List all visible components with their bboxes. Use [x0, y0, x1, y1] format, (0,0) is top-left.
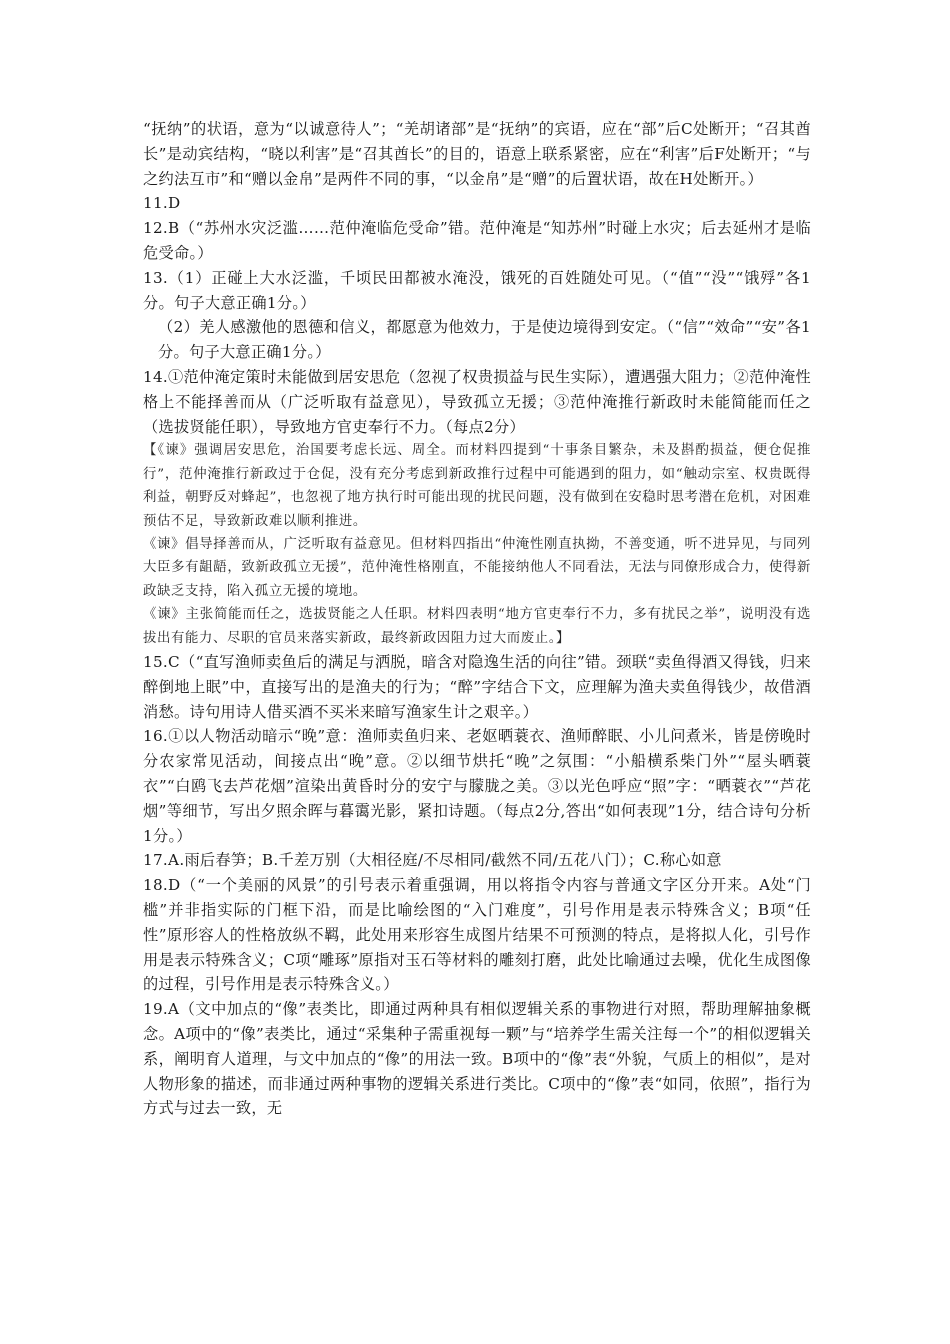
answer-14-note-2: 《谏》倡导择善而从，广泛听取有益意见。但材料四指出“仲淹性刚直执拗，不善变通，听不进异见，与同列大臣多有龃龉，致新政孤立无援”，范仲淹性格刚直，不能接纳他人不同看法，无法与同僚形成合力，使得新政缺乏支持，陷入孤立无援的境地。: [143, 536, 811, 599]
answer-18: 18.D（“一个美丽的风景”的引号表示着重强调，用以将指令内容与普通文字区分开来。A处“门槛”并非指实际的门框下沿，而是比喻绘图的“入门难度”，引号作用是表示特殊含义；B项“任性”原形容人的性格放纵不羁，此处用来形容生成图片结果不可预测的特点，是将拟人化，引号作用是表示特殊含义；C项“雕琢”原指对玉石等材料的雕刻打磨，此处比喻通过去噪，优化生成图像的过程，引号作用是表示特殊含义。）: [143, 876, 811, 994]
answer-key-page: [143, 117, 811, 1121]
answer-14-note-3: 《谏》主张简能而任之，选拔贤能之人任职。材料四表明“地方官吏奉行不力，多有扰民之举”，说明没有选拔出有能力、尽职的官员来落实新政，最终新政因阻力过大而废止。】: [143, 607, 811, 646]
answer-16: 16.①以人物活动暗示“晚”意：渔师卖鱼归来、老妪晒蓑衣、渔师醉眠、小儿问煮米，皆是傍晚时分农家常见活动，间接点出“晚”意。②以细节烘托“晚”之氛围：“小船横系柴门外”“屋头晒蓑衣”“白鸥飞去芦花烟”渲染出黄昏时分的安宁与朦胧之美。③以光色呼应“照”字：“晒蓑衣”“芦花烟”等细节，写出夕照余晖与暮霭光影，紧扣诗题。（每点2分,答出“如何表现”1分，结合诗句分析1分。）: [143, 727, 811, 845]
answer-14-note-1: 【《谏》强调居安思危，治国要考虑长远、周全。而材料四提到“十事条目繁杂，未及斟酌损益，便仓促推行”，范仲淹推行新政过于仓促，没有充分考虑到新政推行过程中可能遇到的阻力，如“触动宗室、权贵既得利益，朝野反对蜂起”，也忽视了地方执行时可能出现的扰民问题，没有做到在安稳时思考潜在危机，对困难预估不足，导致新政难以顺利推进。: [143, 443, 811, 529]
answer-17: 17.A.雨后春笋；B.千差万别（大相径庭/不尽相同/截然不同/五花八门）；C.称心如意: [143, 851, 722, 870]
answer-13-part2: （2）羌人感激他的恩德和信义，都愿意为他效力，于是使边境得到安定。（“信”“效命”“安”各1分。句子大意正确1分。）: [158, 318, 811, 362]
answer-14: 14.①范仲淹定策时未能做到居安思危（忽视了权贵损益与民生实际），遭遇强大阻力；②范仲淹性格上不能择善而从（广泛听取有益意见），导致孤立无援；③范仲淹推行新政时未能简能而任之（选拔贤能任职），导致地方官吏奉行不力。（每点2分）: [143, 367, 811, 436]
answer-11: 11.D: [143, 194, 181, 213]
answer-13-part1: 13.（1）正碰上大水泛滥，千顷民田都被水淹没，饿死的百姓随处可见。（“值”“没”“饿殍”各1分。句子大意正确1分。）: [143, 268, 811, 312]
answer-10-continuation: “抚纳”的状语，意为“以诚意待人”；“羌胡诸部”是“抚纳”的宾语，应在“部”后C处断开；“召其酋长”是动宾结构，“晓以利害”是“召其酋长”的目的，语意上联系紧密，应在“利害”后F处断开；“与之约法互市”和“赠以金帛”是两件不同的事，“以金帛”是“赠”的后置状语，故在H处断开。）: [143, 120, 811, 188]
answer-19: 19.A（文中加点的“像”表类比，即通过两种具有相似逻辑关系的事物进行对照，帮助理解抽象概念。A项中的“像”表类比，通过“采集种子需重视每一颗”与“培养学生需关注每一个”的相似逻辑关系，阐明育人道理，与文中加点的“像”的用法一致。B项中的“像”表“外貌，气质上的相似”，是对人物形象的描述，而非通过两种事物的逻辑关系进行类比。C项中的“像”表“如同，依照”，指行为方式与过去一致，无: [143, 1000, 811, 1118]
answer-15: 15.C（“直写渔师卖鱼后的满足与洒脱，暗含对隐逸生活的向往”错。颈联“卖鱼得酒又得钱，归来醉倒地上眠”中，直接写出的是渔夫的行为；“醉”字结合下文，应理解为渔夫卖鱼得钱少，故借酒消愁。诗句用诗人借买酒不买米来暗写渔家生计之艰辛。）: [143, 653, 811, 721]
answer-12: 12.B（“苏州水灾泛滥……范仲淹临危受命”错。范仲淹是“知苏州”时碰上水灾；后去延州才是临危受命。）: [143, 219, 811, 262]
